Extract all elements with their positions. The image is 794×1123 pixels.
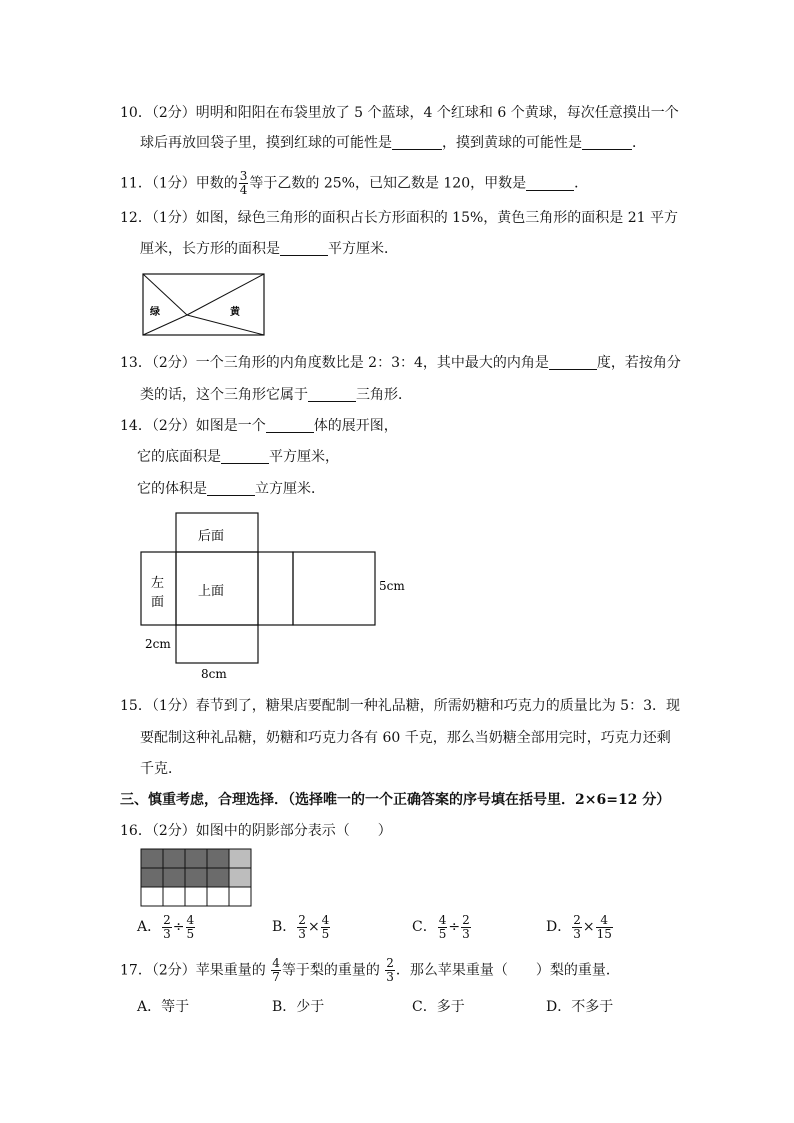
q16-a-frac1-den: 3 xyxy=(163,926,171,941)
q10-text1: 明明和阳阳在布袋里放了 5 个蓝球，4 个红球和 6 个黄球，每次任意摸出一个 xyxy=(195,105,679,121)
q16-d-frac2-den: 15 xyxy=(596,926,612,941)
q12-number: 12．（1分） xyxy=(120,210,196,226)
q16-a-operator: ÷ xyxy=(172,919,185,935)
q17-f2-num: 2 xyxy=(386,956,394,970)
q14-number: 14．（2分） xyxy=(120,418,196,434)
q14-text2a: 它的底面积是 xyxy=(137,449,221,465)
q12-label-green: 绿 xyxy=(150,307,160,318)
q17-option-a[interactable]: A．等于 xyxy=(137,999,190,1015)
section3-title: 三、慎重考虑，合理选择．（选择唯一的一个正确答案的序号填在括号里．2×6=12 分） xyxy=(120,792,671,808)
q10-number: 10．（2分） xyxy=(120,105,196,121)
q16-b-frac1-den: 3 xyxy=(298,926,306,941)
q14-net-figure xyxy=(135,510,415,685)
q13-text1b: 度，若按角分 xyxy=(596,355,681,371)
q16-cell-empty xyxy=(185,887,207,906)
q16-cell-dark xyxy=(207,849,229,868)
q17-fraction1 xyxy=(271,957,281,984)
q16-b-frac2-num: 4 xyxy=(321,912,330,927)
q14-blank-volume[interactable] xyxy=(207,481,255,496)
q16-c-frac2-den: 3 xyxy=(462,926,470,941)
q16-c-frac1-den: 5 xyxy=(438,926,447,941)
q16-cell-light xyxy=(229,868,251,887)
q10-text2a: 球后再放回袋子里，摸到红球的可能性是 xyxy=(140,135,392,151)
q14-face-bottom xyxy=(293,552,375,625)
q16-cell-dark xyxy=(185,868,207,887)
q14-label-length: 8cm xyxy=(201,667,227,681)
q16-cell-dark xyxy=(141,849,163,868)
q16-option-a[interactable] xyxy=(137,912,196,942)
q14-label-height: 5cm xyxy=(379,579,405,593)
q14-label-left2: 面 xyxy=(151,595,165,610)
q11-frac-den: 4 xyxy=(239,183,248,197)
q17-mid: 等于梨的重量的 xyxy=(281,962,380,979)
q12-text1: 如图，绿色三角形的面积占长方形面积的 15%，黄色三角形的面积是 21 平方 xyxy=(195,210,679,226)
q17-line xyxy=(120,957,620,984)
q16-d-frac1-den: 3 xyxy=(573,926,581,941)
q11-mid: 等于乙数的 25%，已知乙数是 120，甲数是 xyxy=(249,175,527,192)
q17-pre: 苹果重量的 xyxy=(195,962,266,979)
q15-line1 xyxy=(120,697,680,715)
q16-a-frac2-den: 5 xyxy=(186,926,195,941)
q16-cell-light xyxy=(229,849,251,868)
q16-option-c-label: C． xyxy=(412,919,437,935)
q13-line1 xyxy=(120,354,681,372)
q14-line3 xyxy=(137,480,325,498)
q17-option-d[interactable]: D．不多于 xyxy=(546,999,614,1015)
q14-blank-shape[interactable] xyxy=(266,418,314,433)
q11-fraction xyxy=(239,170,249,197)
q12-text2b: 平方厘米． xyxy=(328,241,398,257)
q14-label-back: 后面 xyxy=(198,529,225,544)
q15-number: 15．（1分） xyxy=(120,698,196,714)
q15-line3 xyxy=(140,760,182,778)
q16-b-operator: × xyxy=(307,919,320,935)
q13-text1a: 一个三角形的内角度数比是 2：3：4，其中最大的内角是 xyxy=(195,355,549,371)
q14-face-right xyxy=(258,552,293,625)
q16-cell-empty xyxy=(141,887,163,906)
q16-c-frac1-num: 4 xyxy=(438,912,447,927)
q12-blank[interactable] xyxy=(280,241,328,256)
q14-text1a: 如图是一个 xyxy=(195,418,266,434)
q11-number: 11．（1分） xyxy=(120,175,196,192)
q16-b-frac2-den: 5 xyxy=(321,926,330,941)
q16-c-frac2-num: 2 xyxy=(462,912,470,927)
q17-post: ．那么苹果重量（ ）梨的重量． xyxy=(395,962,620,979)
q13-blank-angle[interactable] xyxy=(549,355,597,370)
q16-line xyxy=(120,822,392,840)
q10-line2 xyxy=(140,134,646,152)
q16-cell-empty xyxy=(229,887,251,906)
q13-text2a: 类的话，这个三角形它属于 xyxy=(140,387,308,403)
q14-text2b: 平方厘米， xyxy=(269,449,339,465)
q12-label-yellow: 黄 xyxy=(230,307,240,318)
q11-end: ． xyxy=(574,175,589,192)
q17-f2-den: 3 xyxy=(386,970,394,984)
q15-text1: 春节到了，糖果店要配制一种礼品糖，所需奶糖和巧克力的质量比为 5：3．现 xyxy=(195,698,680,714)
q16-option-d[interactable] xyxy=(546,912,614,942)
q13-blank-type[interactable] xyxy=(308,387,356,402)
q16-cell-empty xyxy=(207,887,229,906)
q16-d-frac1-num: 2 xyxy=(573,912,581,927)
q16-option-d-label: D． xyxy=(546,919,572,935)
q14-face-front xyxy=(176,625,258,663)
q14-blank-base[interactable] xyxy=(221,449,269,464)
q10-blank-yellow[interactable] xyxy=(582,135,632,150)
q16-option-b-label: B． xyxy=(272,919,297,935)
q16-c-operator: ÷ xyxy=(448,919,461,935)
q15-text2: 要配制这种礼品糖，奶糖和巧克力各有 60 千克，那么当奶糖全部用完时，巧克力还剩 xyxy=(140,730,671,746)
q16-b-frac1-num: 2 xyxy=(298,912,306,927)
q11-pre: 甲数的 xyxy=(195,175,238,192)
q17-f1-num: 4 xyxy=(272,956,280,970)
q14-label-width: 2cm xyxy=(145,637,171,651)
q16-d-operator: × xyxy=(582,919,595,935)
q16-grid-figure xyxy=(140,848,254,908)
q12-figure xyxy=(142,273,266,337)
q10-end: ． xyxy=(632,135,646,151)
q16-number: 16．（2分） xyxy=(120,823,196,839)
q14-text3b: 立方厘米． xyxy=(255,481,325,497)
q14-text3a: 它的体积是 xyxy=(137,481,207,497)
q15-text3: 千克． xyxy=(140,761,182,777)
q17-option-c[interactable]: C．多于 xyxy=(412,999,465,1015)
q16-text: 如图中的阴影部分表示（ ） xyxy=(195,823,392,839)
q16-a-frac1-num: 2 xyxy=(163,912,171,927)
q13-text2b: 三角形． xyxy=(356,387,412,403)
q17-fraction2 xyxy=(385,957,395,984)
q11-frac-num: 3 xyxy=(239,169,248,183)
q10-text2b: ，摸到黄球的可能性是 xyxy=(442,135,582,151)
q10-line1 xyxy=(120,104,679,122)
q12-text2a: 厘米，长方形的面积是 xyxy=(140,241,280,257)
q14-line1 xyxy=(120,417,398,435)
q16-option-c[interactable] xyxy=(412,912,472,942)
q16-d-frac2-num: 4 xyxy=(596,914,613,928)
q16-cell-dark xyxy=(141,868,163,887)
q16-cell-dark xyxy=(163,849,185,868)
q11-blank[interactable] xyxy=(526,176,574,191)
q12-line2 xyxy=(140,240,398,258)
q13-line2 xyxy=(140,386,412,404)
q14-line2 xyxy=(137,448,339,466)
q15-line2 xyxy=(140,729,671,747)
q16-option-b[interactable] xyxy=(272,912,331,942)
q17-option-b[interactable]: B．少于 xyxy=(272,999,325,1015)
q14-label-left1: 左 xyxy=(151,576,165,591)
q17-f1-den: 7 xyxy=(272,970,280,984)
q16-cell-empty xyxy=(163,887,185,906)
q17-number: 17．（2分） xyxy=(120,962,196,979)
q14-label-top: 上面 xyxy=(198,584,225,599)
q16-cell-dark xyxy=(185,849,207,868)
q14-text1b: 体的展开图， xyxy=(313,418,398,434)
q12-line1 xyxy=(120,209,678,227)
q16-cell-dark xyxy=(207,868,229,887)
q13-number: 13．（2分） xyxy=(120,355,196,371)
q10-blank-red[interactable] xyxy=(392,135,442,150)
q16-option-a-label: A． xyxy=(137,919,162,935)
q11-line xyxy=(120,170,588,197)
q16-a-frac2-num: 4 xyxy=(186,912,195,927)
q16-cell-dark xyxy=(163,868,185,887)
